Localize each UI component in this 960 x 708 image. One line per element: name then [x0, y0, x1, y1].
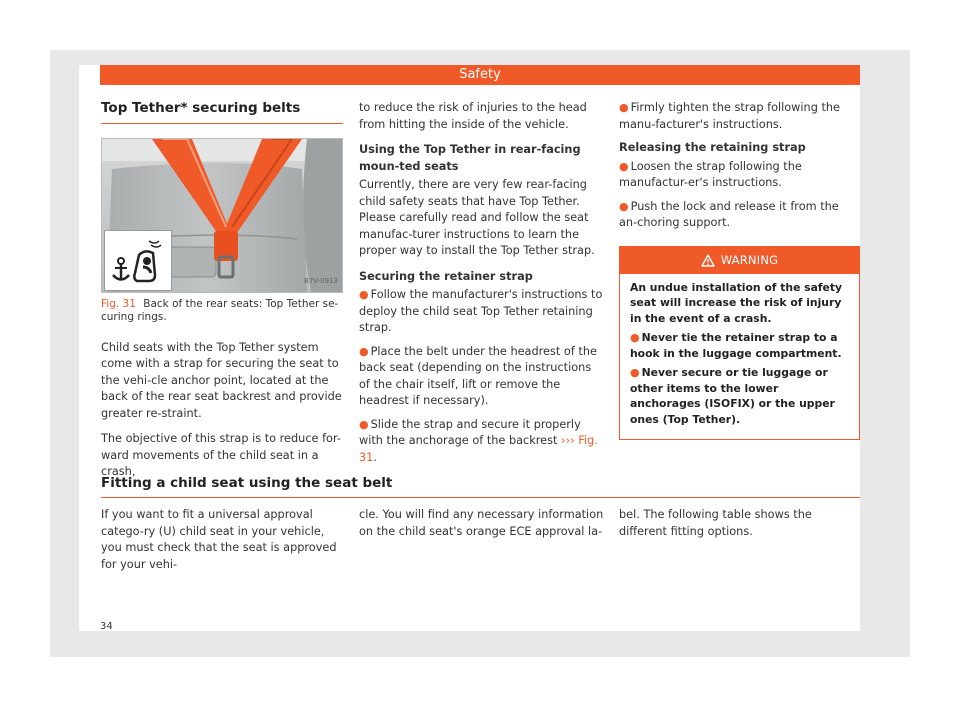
figure-caption-text: Back of the rear seats: Top Tether se-curing rings. — [101, 297, 339, 323]
warning-item: ● Never tie the retainer strap to a hook in the luggage compartment. — [630, 331, 842, 360]
bullet-icon: ● — [619, 101, 629, 114]
warning-intro: An undue installation of the safety seat will increase the risk of injury in the event of a crash. — [630, 280, 843, 325]
warning-item: ● Never secure or tie luggage or other items to the lower anchorages (ISOFIX) or the upper ones (Top Tether). — [630, 366, 835, 426]
page-number: 34 — [100, 621, 113, 632]
list-item: ● Firmly tighten the strap following the manu-facturer's instructions. — [619, 101, 841, 131]
chapter-header: Safety — [100, 65, 860, 85]
list-item: ● Place the belt under the headrest of the back seat (depending on the instructions of the chair itself, lift or remove the headrest if necessary). — [359, 344, 597, 407]
anchor-child-seat-icon — [105, 231, 171, 290]
warning-triangle-icon — [701, 254, 715, 267]
list-item: ● Slide the strap and secure it properly with the anchorage of the backrest ››› Fig. 31. — [359, 417, 598, 464]
bullet-icon: ● — [619, 199, 629, 213]
paragraph: cle. You will find any necessary information on the child seat's orange ECE approval la- — [359, 508, 604, 538]
bullet-icon: ● — [359, 288, 369, 301]
column-2 — [359, 100, 603, 473]
child-seat-anchor-inset — [104, 230, 172, 291]
bullet-icon: ● — [619, 159, 629, 173]
section-title: Top Tether* securing belts — [101, 100, 343, 124]
figure-caption — [101, 298, 343, 324]
warning-title: WARNING — [720, 252, 779, 267]
warning-box — [619, 246, 860, 441]
column-3 — [619, 100, 860, 440]
subheading-securing: Securing the retainer strap — [359, 269, 533, 283]
bullet-icon: ● — [630, 331, 640, 344]
warning-body — [620, 274, 859, 428]
bullet-icon: ● — [359, 344, 369, 358]
section-title: Fitting a child seat using the seat belt — [101, 475, 860, 498]
list-item: ● Follow the manufacturer's instructions to deploy the child seat Top Tether retaining strap. — [359, 288, 603, 334]
paragraph: If you want to fit a universal approval catego-ry (U) child seat in your vehicle, you must check that the seat is approved for your vehi- — [101, 508, 337, 571]
subheading-releasing: Releasing the retaining strap — [619, 141, 806, 154]
bullet-icon: ● — [630, 366, 640, 379]
list-item: ● Push the lock and release it from the an-choring support. — [619, 199, 839, 229]
bullet-icon: ● — [359, 417, 369, 431]
figure-code: B7V-0913 — [304, 277, 338, 285]
list-item: ● Loosen the strap following the manufactur-er's instructions. — [619, 159, 802, 189]
column-1 — [101, 100, 343, 490]
paragraph: bel. The following table shows the different fitting options. — [619, 508, 812, 538]
paragraph: The objective of this strap is to reduce for-ward movements of the child seat in a crash, — [101, 432, 341, 478]
warning-header — [620, 247, 859, 274]
subheading-rear-facing: Using the Top Tether in rear-facing moun-ted seats — [359, 143, 581, 173]
paragraph: to reduce the risk of injuries to the head from hitting the inside of the vehicle. — [359, 101, 587, 131]
paragraph: Currently, there are very few rear-facing child safety seats that have Top Tether. Please carefully read and follow the seat manufac-turer instructions to learn the proper way to install the Top Tether strap. — [359, 178, 595, 257]
xref-arrow: ››› — [561, 434, 575, 447]
figure-number: Fig. 31 — [101, 297, 136, 310]
figure-link[interactable]: Fig. 31 — [359, 434, 598, 464]
paragraph: Child seats with the Top Tether system come with a strap for securing the seat to the vehi-cle anchor point, located at the back of the rear seat backrest and provide greater re-straint. — [101, 340, 342, 420]
figure-31 — [101, 138, 343, 293]
